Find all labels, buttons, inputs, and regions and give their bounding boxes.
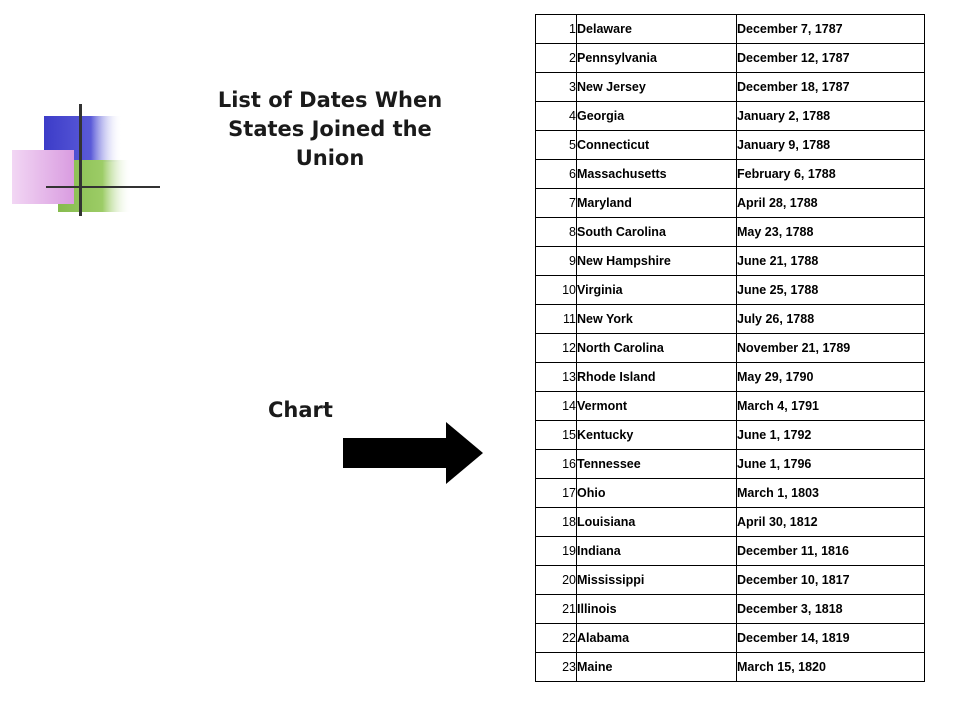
row-number: 10	[536, 276, 577, 305]
state-name: Vermont	[577, 392, 737, 421]
state-name: Illinois	[577, 595, 737, 624]
table-row	[536, 160, 925, 189]
table-row	[536, 305, 925, 334]
join-date: December 10, 1817	[737, 566, 925, 595]
deco-vertical-bar	[79, 104, 82, 216]
state-name: Maryland	[577, 189, 737, 218]
table-row	[536, 479, 925, 508]
row-number: 6	[536, 160, 577, 189]
state-name: Alabama	[577, 624, 737, 653]
state-name: Kentucky	[577, 421, 737, 450]
state-name: Louisiana	[577, 508, 737, 537]
join-date: May 23, 1788	[737, 218, 925, 247]
state-name: South Carolina	[577, 218, 737, 247]
join-date: November 21, 1789	[737, 334, 925, 363]
right-arrow-icon	[343, 422, 483, 484]
join-date: December 14, 1819	[737, 624, 925, 653]
row-number: 18	[536, 508, 577, 537]
row-number: 3	[536, 73, 577, 102]
join-date: July 26, 1788	[737, 305, 925, 334]
join-date: March 4, 1791	[737, 392, 925, 421]
state-name: Pennsylvania	[577, 44, 737, 73]
row-number: 5	[536, 131, 577, 160]
row-number: 19	[536, 537, 577, 566]
table-row	[536, 624, 925, 653]
join-date: April 30, 1812	[737, 508, 925, 537]
row-number: 8	[536, 218, 577, 247]
state-name: Virginia	[577, 276, 737, 305]
join-date: April 28, 1788	[737, 189, 925, 218]
table-row	[536, 131, 925, 160]
join-date: December 11, 1816	[737, 537, 925, 566]
table-row	[536, 566, 925, 595]
join-date: March 15, 1820	[737, 653, 925, 682]
state-name: Mississippi	[577, 566, 737, 595]
state-name: New Hampshire	[577, 247, 737, 276]
row-number: 16	[536, 450, 577, 479]
join-date: December 3, 1818	[737, 595, 925, 624]
table-row	[536, 392, 925, 421]
row-number: 2	[536, 44, 577, 73]
deco-pink-square	[12, 150, 74, 204]
join-date: January 2, 1788	[737, 102, 925, 131]
join-date: January 9, 1788	[737, 131, 925, 160]
table-row	[536, 276, 925, 305]
deco-horizontal-bar	[46, 186, 160, 188]
row-number: 9	[536, 247, 577, 276]
table-row	[536, 247, 925, 276]
state-name: Rhode Island	[577, 363, 737, 392]
page-title: List of Dates When States Joined the Union	[217, 88, 443, 170]
row-number: 15	[536, 421, 577, 450]
row-number: 4	[536, 102, 577, 131]
row-number: 17	[536, 479, 577, 508]
state-name: New York	[577, 305, 737, 334]
table-row	[536, 189, 925, 218]
state-name: New Jersey	[577, 73, 737, 102]
table-row	[536, 102, 925, 131]
row-number: 23	[536, 653, 577, 682]
state-name: Delaware	[577, 15, 737, 44]
row-number: 22	[536, 624, 577, 653]
table-row	[536, 218, 925, 247]
join-date: June 1, 1796	[737, 450, 925, 479]
join-date: June 21, 1788	[737, 247, 925, 276]
join-date: March 1, 1803	[737, 479, 925, 508]
row-number: 7	[536, 189, 577, 218]
row-number: 12	[536, 334, 577, 363]
table-row	[536, 15, 925, 44]
state-name: Indiana	[577, 537, 737, 566]
join-date: June 25, 1788	[737, 276, 925, 305]
join-date: June 1, 1792	[737, 421, 925, 450]
state-name: Maine	[577, 653, 737, 682]
join-date: December 12, 1787	[737, 44, 925, 73]
states-table	[535, 14, 925, 682]
row-number: 13	[536, 363, 577, 392]
state-name: Tennessee	[577, 450, 737, 479]
table-row	[536, 450, 925, 479]
state-name: Connecticut	[577, 131, 737, 160]
row-number: 20	[536, 566, 577, 595]
row-number: 14	[536, 392, 577, 421]
table-row	[536, 334, 925, 363]
table-row	[536, 537, 925, 566]
table-row	[536, 44, 925, 73]
table-row	[536, 595, 925, 624]
join-date: December 18, 1787	[737, 73, 925, 102]
chart-label: Chart	[268, 398, 333, 422]
table-row	[536, 653, 925, 682]
decorative-squares	[0, 0, 160, 230]
table-row	[536, 421, 925, 450]
join-date: December 7, 1787	[737, 15, 925, 44]
row-number: 11	[536, 305, 577, 334]
row-number: 21	[536, 595, 577, 624]
table-row	[536, 73, 925, 102]
table-row	[536, 508, 925, 537]
row-number: 1	[536, 15, 577, 44]
state-name: Ohio	[577, 479, 737, 508]
join-date: May 29, 1790	[737, 363, 925, 392]
join-date: February 6, 1788	[737, 160, 925, 189]
state-name: Georgia	[577, 102, 737, 131]
state-name: Massachusetts	[577, 160, 737, 189]
state-name: North Carolina	[577, 334, 737, 363]
table-row	[536, 363, 925, 392]
